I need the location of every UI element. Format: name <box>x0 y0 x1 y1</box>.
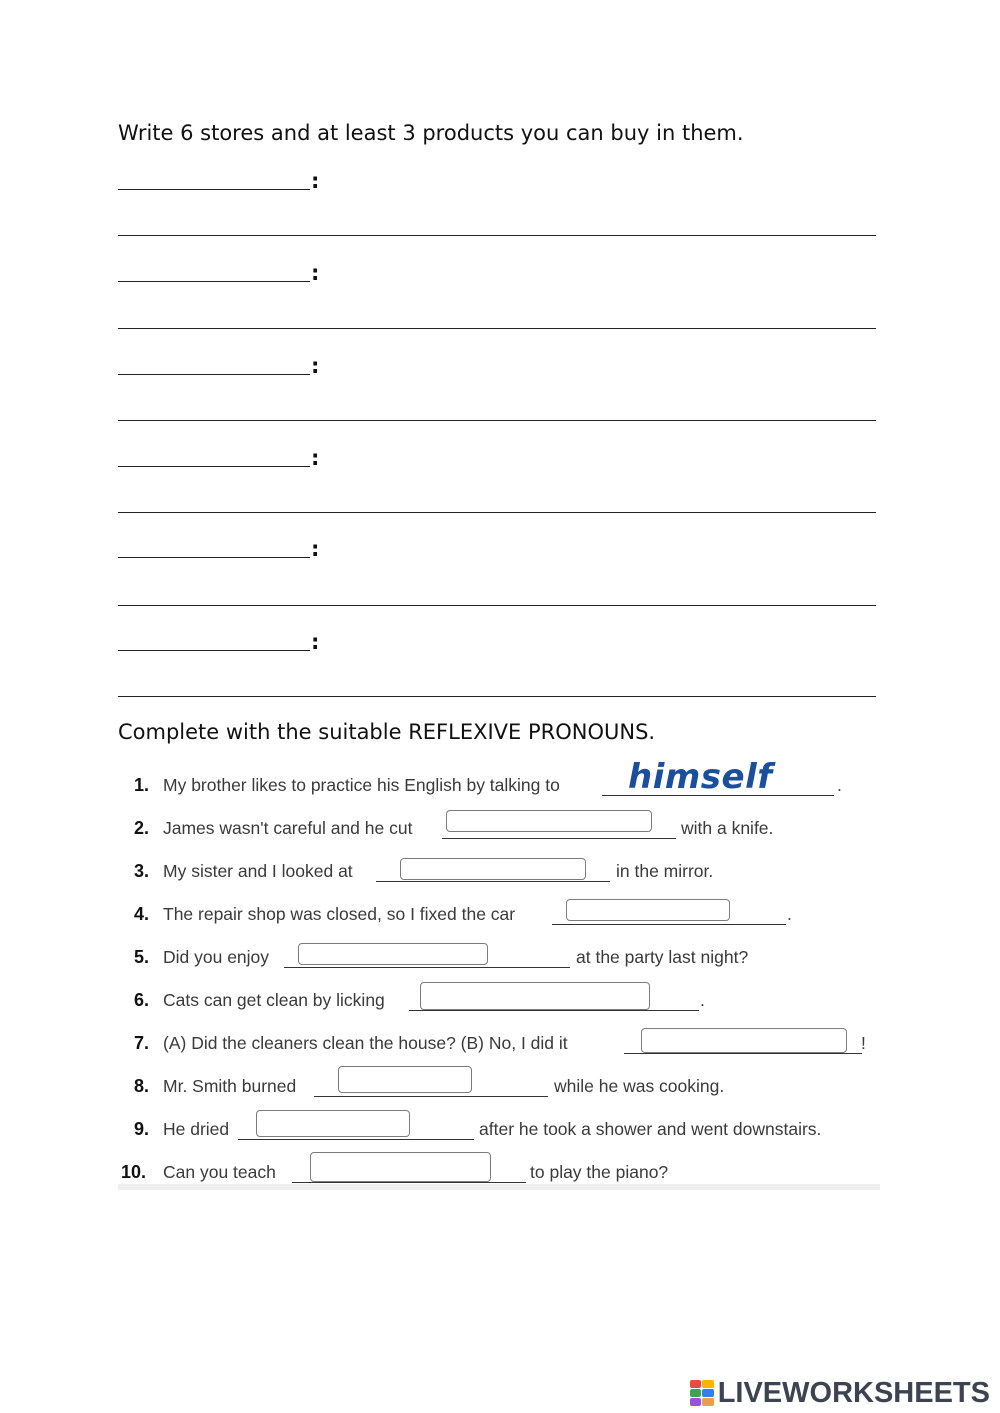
sentence-text-after: . <box>787 904 792 924</box>
answer-blank <box>624 1053 862 1054</box>
sentence-number: 3. <box>134 861 150 881</box>
sentence-text-before: My brother likes to practice his English by talking to <box>163 775 560 795</box>
products-line-6[interactable] <box>118 696 876 697</box>
store-name-line-1[interactable] <box>118 189 310 190</box>
liveworksheets-logo <box>690 1378 990 1408</box>
answer-blank <box>552 924 786 925</box>
store-colon-6: : <box>311 630 320 654</box>
products-line-5[interactable] <box>118 605 876 606</box>
products-line-1[interactable] <box>118 235 876 236</box>
answer-input[interactable] <box>400 858 586 880</box>
sentence-text-before: The repair shop was closed, so I fixed the car <box>163 904 516 924</box>
liveworksheets-logo-icon <box>690 1380 714 1406</box>
sentence-text-before: James wasn't careful and he cut <box>163 818 413 838</box>
sentence-number: 4. <box>134 904 150 924</box>
sentence-text-after: while he was cooking. <box>554 1076 725 1096</box>
sentence-text-before: Did you enjoy <box>163 947 270 967</box>
answer-blank <box>442 838 676 839</box>
products-line-4[interactable] <box>118 512 876 513</box>
answer-blank <box>376 881 610 882</box>
sentence-text-after: in the mirror. <box>616 861 714 881</box>
exercise-bottom-shade <box>118 1184 880 1190</box>
answer-blank <box>284 967 570 968</box>
sentence-number: 8. <box>134 1076 150 1096</box>
sentence-text-before: Mr. Smith burned <box>163 1076 297 1096</box>
sentence-text-before: (A) Did the cleaners clean the house? (B) No, I did it <box>163 1033 568 1053</box>
answer-blank <box>238 1139 474 1140</box>
sentence-number: 5. <box>134 947 150 967</box>
sentence-text-after: with a knife. <box>681 818 774 838</box>
answer-input[interactable] <box>446 810 652 832</box>
answer-input[interactable] <box>566 899 730 921</box>
answer-input[interactable] <box>310 1152 491 1182</box>
answer-input[interactable] <box>256 1110 410 1137</box>
answer-blank <box>409 1010 699 1011</box>
logo-block <box>690 1389 702 1397</box>
answer-blank <box>314 1096 548 1097</box>
store-colon-5: : <box>311 537 320 561</box>
logo-block <box>690 1398 702 1406</box>
sentence-number: 1. <box>134 775 150 795</box>
products-line-3[interactable] <box>118 420 876 421</box>
answer-input[interactable] <box>338 1066 472 1093</box>
answer-input[interactable] <box>420 982 650 1010</box>
answer-blank <box>292 1182 526 1183</box>
sentence-number: 10. <box>121 1162 147 1182</box>
sentence-text-after: after he took a shower and went downstairs. <box>479 1119 822 1139</box>
sentence-number: 7. <box>134 1033 150 1053</box>
sentence-text-before: Can you teach <box>163 1162 276 1182</box>
answer-input[interactable] <box>641 1028 847 1053</box>
answer-input[interactable] <box>298 943 488 965</box>
reflexive-exercise-image <box>118 757 880 1190</box>
answer-handwritten: himself <box>628 757 773 797</box>
logo-block <box>702 1380 714 1388</box>
logo-block <box>690 1380 702 1388</box>
store-colon-3: : <box>311 354 320 378</box>
sentence-text-before: He dried <box>163 1119 230 1139</box>
sentence-number: 9. <box>134 1119 150 1139</box>
sentence-text-after: . <box>837 775 842 795</box>
store-name-line-3[interactable] <box>118 374 310 375</box>
products-line-2[interactable] <box>118 328 876 329</box>
store-name-line-6[interactable] <box>118 650 310 651</box>
sentence-number: 2. <box>134 818 150 838</box>
sentence-text-after: to play the piano? <box>530 1162 669 1182</box>
logo-block <box>702 1398 714 1406</box>
logo-block <box>702 1389 714 1397</box>
store-colon-1: : <box>311 169 320 193</box>
sentence-text-before: My sister and I looked at <box>163 861 353 881</box>
store-name-line-5[interactable] <box>118 557 310 558</box>
pronouns-instruction: Complete with the suitable REFLEXIVE PRONOUNS. <box>118 720 656 744</box>
store-colon-2: : <box>311 261 320 285</box>
store-name-line-2[interactable] <box>118 281 310 282</box>
sentence-text-after: ! <box>861 1033 866 1053</box>
stores-instruction: Write 6 stores and at least 3 products you can buy in them. <box>118 121 744 145</box>
liveworksheets-brand-text: LIVEWORKSHEETS <box>717 1376 990 1409</box>
sentence-text-after: . <box>700 990 705 1010</box>
sentence-number: 6. <box>134 990 150 1010</box>
sentence-text-before: Cats can get clean by licking <box>163 990 385 1010</box>
store-colon-4: : <box>311 446 320 470</box>
store-name-line-4[interactable] <box>118 466 310 467</box>
sentence-text-after: at the party last night? <box>576 947 749 967</box>
